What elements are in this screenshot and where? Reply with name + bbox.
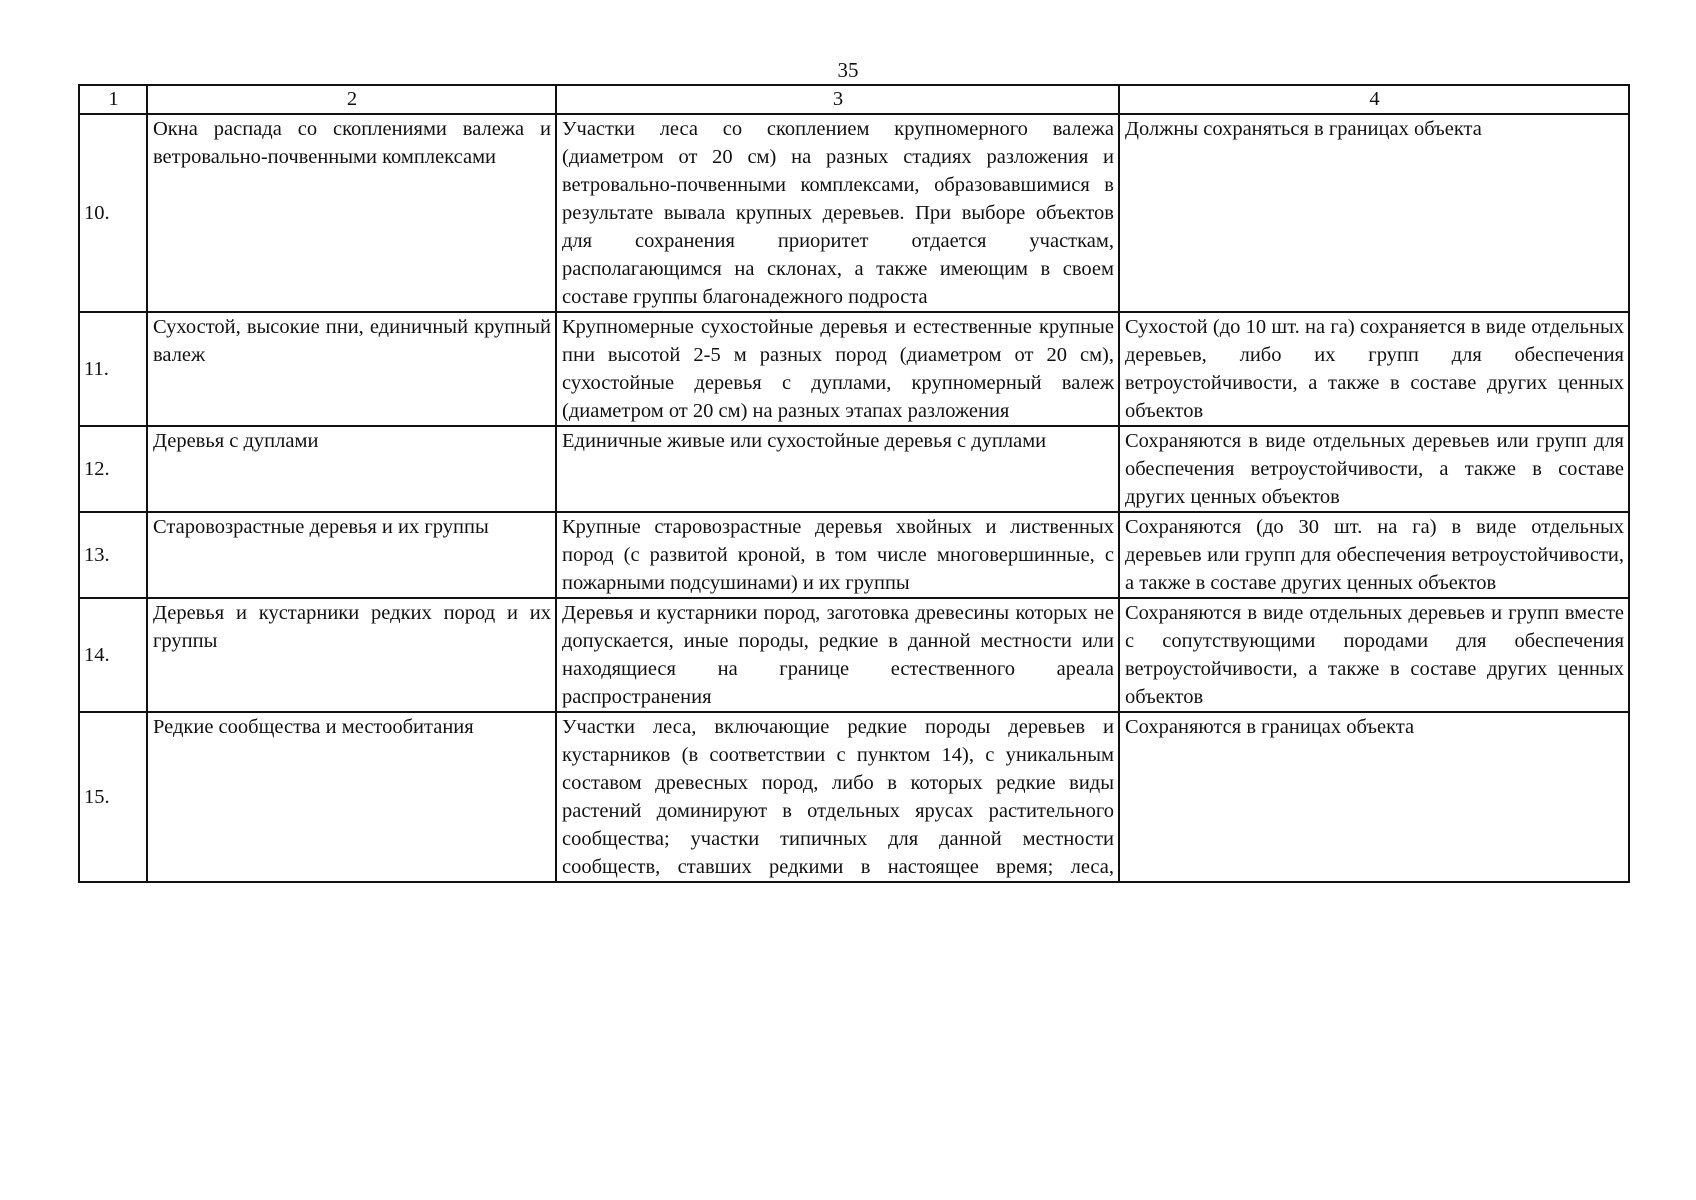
row-number: 10. xyxy=(79,114,147,312)
table-row xyxy=(79,598,1629,712)
requirement-cell: Сохраняются в виде отдельных деревьев или групп для обеспечения ветроустойчивости, а также в составе других ценных объектов xyxy=(1119,426,1629,512)
row-number: 15. xyxy=(79,712,147,882)
column-header: 1 xyxy=(79,85,147,114)
requirement-cell: Должны сохраняться в границах объекта xyxy=(1119,114,1629,312)
table-row xyxy=(79,712,1629,882)
requirement-cell: Сохраняются в границах объекта xyxy=(1119,712,1629,882)
row-number: 13. xyxy=(79,512,147,598)
description-cell: Участки леса, включающие редкие породы деревьев и кустарников (в соответствии с пунктом 14), с уникальным составом древесных пород, либо в которых редкие виды растений доминируют в отдельных ярусах растительного сообщества; участки типичных для данной местности сообществ, ставших редкими в настоящее время; леса, xyxy=(556,712,1119,882)
table-row xyxy=(79,426,1629,512)
object-name-cell: Старовозрастные деревья и их группы xyxy=(147,512,556,598)
column-header: 2 xyxy=(147,85,556,114)
document-table xyxy=(78,84,1630,883)
description-cell: Участки леса со скоплением крупномерного валежа (диаметром от 20 см) на разных стадиях разложения и ветровально-почвенными комплексами, образовавшимися в результате вывала крупных деревьев. При выборе объектов для сохранения приоритет отдается участкам, располагающимся на склонах, а также имеющим в своем составе группы благонадежного подроста xyxy=(556,114,1119,312)
description-cell: Крупные старовозрастные деревья хвойных и лиственных пород (с развитой кроной, в том числе многовершинные, с пожарными подсушинами) и их группы xyxy=(556,512,1119,598)
object-name-cell: Сухостой, высокие пни, единичный крупный валеж xyxy=(147,312,556,426)
object-name-cell: Деревья с дуплами xyxy=(147,426,556,512)
table-header-row xyxy=(79,85,1629,114)
page-number: 35 xyxy=(837,58,859,82)
object-name-cell: Редкие сообщества и местообитания xyxy=(147,712,556,882)
description-cell: Деревья и кустарники пород, заготовка древесины которых не допускается, иные породы, редкие в данной местности или находящиеся на границе естественного ареала распространения xyxy=(556,598,1119,712)
description-cell: Крупномерные сухостойные деревья и естественные крупные пни высотой 2-5 м разных пород (диаметром от 20 см), сухостойные деревья с дуплами, крупномерный валеж (диаметром от 20 см) на разных этапах разложения xyxy=(556,312,1119,426)
row-number: 11. xyxy=(79,312,147,426)
object-name-cell: Окна распада со скоплениями валежа и ветровально-почвенными комплексами xyxy=(147,114,556,312)
description-cell: Единичные живые или сухостойные деревья с дуплами xyxy=(556,426,1119,512)
object-name-cell: Деревья и кустарники редких пород и их группы xyxy=(147,598,556,712)
column-header: 3 xyxy=(556,85,1119,114)
requirement-cell: Сохраняются в виде отдельных деревьев и групп вместе с сопутствующими породами для обеспечения ветроустойчивости, а также в составе других ценных объектов xyxy=(1119,598,1629,712)
row-number: 12. xyxy=(79,426,147,512)
table-row xyxy=(79,512,1629,598)
requirement-cell: Сухостой (до 10 шт. на га) сохраняется в виде отдельных деревьев, либо их групп для обеспечения ветроустойчивости, а также в составе других ценных объектов xyxy=(1119,312,1629,426)
requirement-cell: Сохраняются (до 30 шт. на га) в виде отдельных деревьев или групп для обеспечения ветроустойчивости, а также в составе других ценных объектов xyxy=(1119,512,1629,598)
column-header: 4 xyxy=(1119,85,1629,114)
table-row xyxy=(79,114,1629,312)
row-number: 14. xyxy=(79,598,147,712)
table-row xyxy=(79,312,1629,426)
